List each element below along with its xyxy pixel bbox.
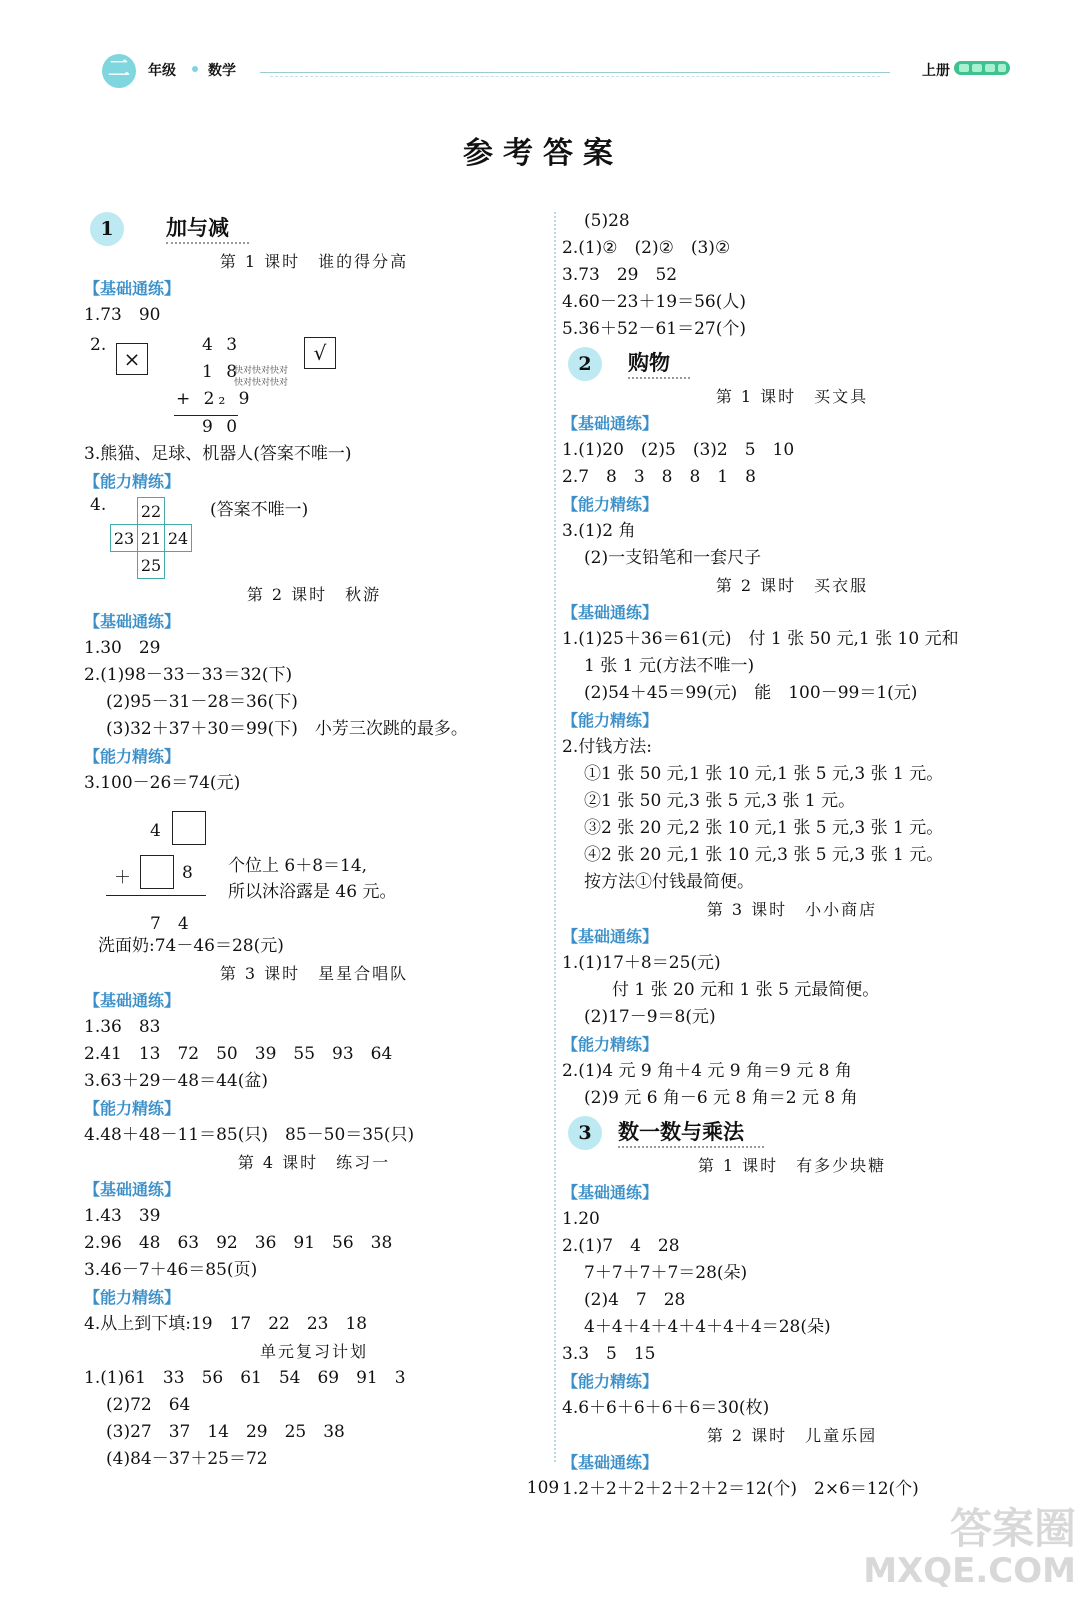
section-tag-basic: 【基础通练】 bbox=[562, 927, 659, 946]
answer-line: (2)9 元 6 角－6 元 8 角＝2 元 8 角 bbox=[584, 1088, 858, 1108]
unit-title: 加与减 bbox=[166, 212, 249, 244]
answer-line: 1.(1)20 (2)5 (3)2 5 10 bbox=[562, 440, 795, 460]
lesson-title: 第 2 课时 买衣服 bbox=[715, 576, 869, 595]
q-label: 4. bbox=[90, 495, 107, 515]
answer-line: ②1 张 50 元,3 张 5 元,3 张 1 元。 bbox=[584, 791, 856, 811]
decor-pill-icon bbox=[954, 61, 1010, 75]
q-label: 2. bbox=[90, 335, 107, 355]
answer-line: (2)4 7 28 bbox=[584, 1290, 686, 1310]
answer-line: 2.7 8 3 8 8 1 8 bbox=[562, 467, 756, 487]
unit-number: 3 bbox=[568, 1116, 602, 1150]
unit-2-heading bbox=[562, 343, 1022, 383]
answer-line: (2)95－31－28＝36(下) bbox=[106, 692, 298, 712]
answer-line: 1.(1)61 33 56 61 54 69 91 3 bbox=[84, 1368, 406, 1388]
check-mark-box: √ bbox=[304, 337, 336, 369]
grade-label: 年级 bbox=[148, 63, 176, 79]
lesson-title: 第 3 课时 小小商店 bbox=[706, 900, 878, 919]
dot-icon bbox=[192, 66, 198, 72]
answer-line: (3)27 37 14 29 25 38 bbox=[106, 1422, 345, 1442]
watermark-logo bbox=[863, 1504, 1076, 1592]
left-column bbox=[84, 208, 544, 1473]
section-tag-advanced: 【能力精练】 bbox=[84, 472, 181, 491]
section-tag-advanced: 【能力精练】 bbox=[84, 747, 181, 766]
answer-line: 洗面奶:74－46＝28(元) bbox=[98, 936, 284, 956]
answer-line: 1.(1)25＋36＝61(元) 付 1 张 50 元,1 张 10 元和 bbox=[562, 629, 959, 649]
answer-line: 2.付钱方法: bbox=[562, 737, 652, 757]
page-number: 109 bbox=[526, 1478, 560, 1498]
grid-cell: 22 bbox=[138, 498, 165, 525]
calc-rule bbox=[106, 895, 206, 896]
lesson-title: 第 1 课时 谁的得分高 bbox=[219, 252, 409, 271]
plus-sign: ＋ bbox=[114, 868, 131, 888]
answer-line: 2.96 48 63 92 36 91 56 38 bbox=[84, 1233, 393, 1253]
answer-line: 按方法①付钱最简便。 bbox=[584, 872, 754, 892]
answer-line: 1.(1)17＋8＝25(元) bbox=[562, 953, 721, 973]
answer-line: 5.36＋52－61＝27(个) bbox=[562, 319, 747, 339]
answer-line: 3.(1)2 角 bbox=[562, 521, 636, 541]
section-tag-basic: 【基础通练】 bbox=[84, 612, 181, 631]
answer-line: 4.60－23＋19＝56(人) bbox=[562, 292, 747, 312]
answer-line: 3.熊猫、足球、机器人(答案不唯一) bbox=[84, 444, 352, 464]
answer-line: 3.73 29 52 bbox=[562, 265, 678, 285]
subject-label: 数学 bbox=[208, 63, 236, 79]
grid-cell: 25 bbox=[138, 552, 165, 579]
unit-title: 购物 bbox=[628, 347, 690, 379]
unit-number: 1 bbox=[90, 212, 124, 246]
answer-line: 4.从上到下填:19 17 22 23 18 bbox=[84, 1314, 368, 1334]
answer-line: 7＋7＋7＋7＝28(朵) bbox=[584, 1263, 748, 1283]
grid-cell: 24 bbox=[165, 525, 192, 552]
q4-number-cross bbox=[84, 495, 544, 581]
answer-line: 3.46－7＋46＝85(页) bbox=[84, 1260, 258, 1280]
answer-line: (3)32＋37＋30＝99(下) 小芳三次跳的最多。 bbox=[106, 719, 468, 739]
answer-line: 3.3 5 15 bbox=[562, 1344, 656, 1364]
explanation-line: 个位上 6＋8＝14, bbox=[228, 856, 368, 876]
answer-line: ①1 张 50 元,1 张 10 元,1 张 5 元,3 张 1 元。 bbox=[584, 764, 944, 784]
unit-3-heading bbox=[562, 1112, 1022, 1152]
answer-line: (5)28 bbox=[584, 211, 630, 231]
right-column bbox=[562, 208, 1022, 1503]
calc-result: 9 0 bbox=[202, 417, 242, 437]
calc-digit: 8 bbox=[182, 863, 193, 883]
unit-number: 2 bbox=[568, 347, 602, 381]
answer-line: 2.(1)4 元 9 角＋4 元 9 角＝9 元 8 角 bbox=[562, 1061, 852, 1081]
q2-vertical-addition bbox=[84, 329, 544, 441]
answer-line: 1.20 bbox=[562, 1209, 600, 1229]
answer-line: 1.43 39 bbox=[84, 1206, 161, 1226]
section-tag-basic: 【基础通练】 bbox=[84, 279, 181, 298]
section-tag-advanced: 【能力精练】 bbox=[84, 1288, 181, 1307]
answer-line: 2.(1)② (2)② (3)② bbox=[562, 238, 731, 258]
answer-line: 3.100－26＝74(元) bbox=[84, 773, 241, 793]
number-cross-grid bbox=[110, 497, 192, 579]
section-tag-basic: 【基础通练】 bbox=[562, 1183, 659, 1202]
answer-line: (2)一支铅笔和一套尺子 bbox=[584, 548, 762, 568]
answer-line: ④2 张 20 元,1 张 10 元,3 张 5 元,3 张 1 元。 bbox=[584, 845, 944, 865]
section-tag-advanced: 【能力精练】 bbox=[562, 711, 659, 730]
answer-line: 3.63＋29－48＝44(盆) bbox=[84, 1071, 269, 1091]
page-title: 参考答案 bbox=[463, 136, 623, 171]
answer-line: 1.30 29 bbox=[84, 638, 161, 658]
answer-line: 2.(1)98－33－33＝32(下) bbox=[84, 665, 293, 685]
header-rule bbox=[260, 72, 890, 73]
answer-line: 1.2＋2＋2＋2＋2＋2＝12(个) 2×6＝12(个) bbox=[562, 1479, 919, 1499]
answer-line: (2)17－9＝8(元) bbox=[584, 1007, 716, 1027]
answer-line: ③2 张 20 元,2 张 10 元,1 张 5 元,3 张 1 元。 bbox=[584, 818, 944, 838]
answer-line: 2.41 13 72 50 39 55 93 64 bbox=[84, 1044, 393, 1064]
lesson-title: 第 2 课时 秋游 bbox=[246, 585, 382, 604]
calc-row-2: 1 8 bbox=[202, 362, 242, 382]
grid-cell: 23 bbox=[111, 525, 138, 552]
section-tag-basic: 【基础通练】 bbox=[84, 1180, 181, 1199]
calc-row-1: 4 3 bbox=[202, 335, 242, 355]
watermark-text: 答案圈 bbox=[949, 1504, 1076, 1553]
section-tag-advanced: 【能力精练】 bbox=[562, 1035, 659, 1054]
answer-line: 4＋4＋4＋4＋4＋4＋4＝28(朵) bbox=[584, 1317, 831, 1337]
wrong-mark-box: × bbox=[116, 343, 148, 375]
unit-1-heading bbox=[84, 208, 544, 248]
explanation-line: 所以沐浴露是 46 元。 bbox=[228, 882, 397, 902]
lesson-title: 第 1 课时 有多少块糖 bbox=[697, 1156, 887, 1175]
review-title: 单元复习计划 bbox=[259, 1342, 368, 1361]
section-tag-basic: 【基础通练】 bbox=[562, 1453, 659, 1472]
q3-vertical-addition bbox=[84, 797, 544, 933]
unit-title: 数一数与乘法 bbox=[618, 1116, 764, 1148]
calc-top-digit: 4 bbox=[150, 821, 161, 841]
column-divider bbox=[554, 212, 556, 1462]
watermark-url: MXQE.COM bbox=[863, 1551, 1076, 1591]
section-tag-advanced: 【能力精练】 bbox=[84, 1099, 181, 1118]
answer-line: 1 张 1 元(方法不唯一) bbox=[584, 656, 755, 676]
answer-line: 2.(1)7 4 28 bbox=[562, 1236, 680, 1256]
answer-line: (4)84－37＋25＝72 bbox=[106, 1449, 268, 1469]
answer-line: (2)72 64 bbox=[106, 1395, 191, 1415]
lesson-title: 第 1 课时 买文具 bbox=[715, 387, 869, 406]
grid-cell: 21 bbox=[138, 525, 165, 552]
section-tag-basic: 【基础通练】 bbox=[562, 603, 659, 622]
lesson-title: 第 3 课时 星星合唱队 bbox=[219, 964, 409, 983]
lesson-title: 第 4 课时 练习一 bbox=[237, 1153, 391, 1172]
page-header bbox=[90, 50, 1030, 90]
section-tag-advanced: 【能力精练】 bbox=[562, 1372, 659, 1391]
section-tag-basic: 【基础通练】 bbox=[562, 414, 659, 433]
calc-result: 7 4 bbox=[150, 914, 189, 934]
calc-row-3: + 2₂ 9 bbox=[176, 389, 254, 409]
answer-line: 1.36 83 bbox=[84, 1017, 161, 1037]
blank-box bbox=[140, 855, 174, 889]
answer-line: 1.73 90 bbox=[84, 305, 161, 325]
scan-noise-note: 快对快对快对 快对快对快对 bbox=[234, 366, 289, 388]
answer-line: 4.6＋6＋6＋6＋6＝30(枚) bbox=[562, 1398, 770, 1418]
answer-line: 4.48＋48－11＝85(只) 85－50＝35(只) bbox=[84, 1125, 415, 1145]
answer-line: 付 1 张 20 元和 1 张 5 元最简便。 bbox=[612, 980, 880, 1000]
volume-label: 上册 bbox=[922, 63, 950, 79]
grade-badge: 二 bbox=[102, 54, 136, 88]
blank-box bbox=[172, 811, 206, 845]
section-tag-basic: 【基础通练】 bbox=[84, 991, 181, 1010]
header-rule-dashed bbox=[270, 76, 880, 77]
answer-note: (答案不唯一) bbox=[210, 500, 309, 520]
lesson-title: 第 2 课时 儿童乐园 bbox=[706, 1426, 878, 1445]
section-tag-advanced: 【能力精练】 bbox=[562, 495, 659, 514]
answer-line: (2)54＋45＝99(元) 能 100－99＝1(元) bbox=[584, 683, 918, 703]
calc-rule bbox=[174, 415, 238, 416]
